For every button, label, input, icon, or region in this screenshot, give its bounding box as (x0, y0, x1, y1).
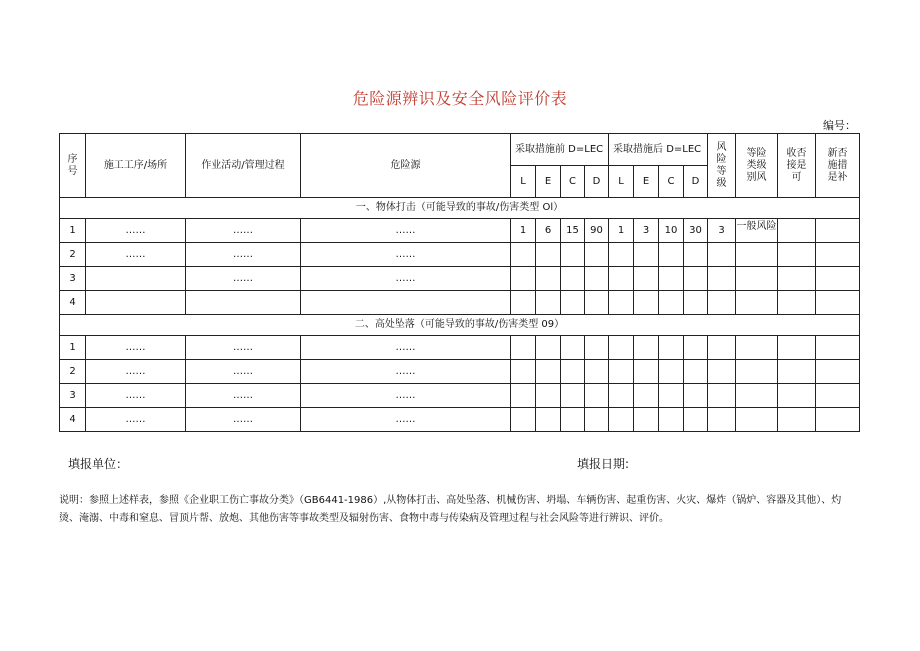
row-new-measures (816, 267, 860, 291)
row-after-l: 1 (609, 219, 634, 243)
row-after-e (634, 243, 659, 267)
row-activity: …… (186, 219, 301, 243)
row-after-d (684, 336, 708, 360)
row-risk-level (708, 291, 736, 315)
header-process: 施工工序/场所 (86, 134, 186, 198)
row-before-l (511, 408, 536, 432)
row-before-c: 15 (561, 219, 585, 243)
row-before-l (511, 291, 536, 315)
row-level-category (736, 291, 778, 315)
row-after-c (659, 291, 684, 315)
row-seq: 4 (60, 408, 86, 432)
header-after-lec: 采取措施后 D=LEC (609, 134, 708, 166)
header-hazard: 危险源 (301, 134, 511, 198)
row-new-measures (816, 360, 860, 384)
row-seq: 1 (60, 336, 86, 360)
row-after-l (609, 360, 634, 384)
row-activity: …… (186, 408, 301, 432)
header-seq: 序号 (60, 134, 86, 198)
row-before-d (585, 360, 609, 384)
row-process (86, 267, 186, 291)
row-seq: 3 (60, 384, 86, 408)
row-activity (186, 291, 301, 315)
row-before-c (561, 384, 585, 408)
fill-date-label: 填报日期: (577, 457, 630, 471)
row-after-e (634, 336, 659, 360)
risk-assessment-table (59, 133, 860, 432)
row-process: …… (86, 219, 186, 243)
row-after-l (609, 408, 634, 432)
row-risk-level (708, 360, 736, 384)
row-activity: …… (186, 336, 301, 360)
section-title: 二、高处坠落（可能导致的事故/伤害类型 09） (60, 315, 860, 336)
row-level-category (736, 360, 778, 384)
row-after-l (609, 336, 634, 360)
row-level-category (736, 408, 778, 432)
row-before-d (585, 336, 609, 360)
row-after-c (659, 360, 684, 384)
row-acceptable (778, 291, 816, 315)
row-before-l (511, 243, 536, 267)
row-process: …… (86, 408, 186, 432)
row-before-l (511, 360, 536, 384)
row-risk-level: 3 (708, 219, 736, 243)
row-after-e (634, 384, 659, 408)
row-after-c (659, 384, 684, 408)
row-risk-level (708, 408, 736, 432)
row-after-c: 10 (659, 219, 684, 243)
row-after-e (634, 360, 659, 384)
row-acceptable (778, 219, 816, 243)
row-new-measures (816, 336, 860, 360)
row-after-l (609, 384, 634, 408)
row-after-d: 30 (684, 219, 708, 243)
row-activity: …… (186, 384, 301, 408)
header-before-lec: 采取措施前 D=LEC (511, 134, 609, 166)
row-before-d (585, 384, 609, 408)
row-after-c (659, 267, 684, 291)
table-row (60, 336, 860, 360)
header-activity: 作业活动/管理过程 (186, 134, 301, 198)
row-before-d (585, 243, 609, 267)
row-seq: 4 (60, 291, 86, 315)
table-row (60, 291, 860, 315)
table-row (60, 408, 860, 432)
row-seq: 1 (60, 219, 86, 243)
header-acceptable: 收否接是可 (778, 134, 816, 198)
row-hazard: …… (301, 267, 511, 291)
row-process: …… (86, 243, 186, 267)
code-label: 编号： (823, 119, 856, 132)
row-after-e: 3 (634, 219, 659, 243)
row-after-l (609, 243, 634, 267)
row-acceptable (778, 408, 816, 432)
header-before-l: L (511, 166, 536, 198)
row-after-d (684, 291, 708, 315)
row-before-c (561, 291, 585, 315)
header-before-c: C (561, 166, 585, 198)
table-row (60, 384, 860, 408)
row-before-c (561, 408, 585, 432)
row-before-d: 90 (585, 219, 609, 243)
row-level-category (736, 243, 778, 267)
header-after-c: C (659, 166, 684, 198)
row-process: …… (86, 336, 186, 360)
row-before-e (536, 360, 561, 384)
header-level-category: 等险类级别风 (736, 134, 778, 198)
section-title: 一、物体打击（可能导致的事故/伤害类型 Ol） (60, 198, 860, 219)
row-hazard: …… (301, 408, 511, 432)
header-before-d: D (585, 166, 609, 198)
row-after-l (609, 291, 634, 315)
row-new-measures (816, 408, 860, 432)
row-seq: 2 (60, 243, 86, 267)
row-before-d (585, 267, 609, 291)
row-acceptable (778, 360, 816, 384)
row-hazard: …… (301, 243, 511, 267)
row-before-c (561, 267, 585, 291)
row-before-l: 1 (511, 219, 536, 243)
row-new-measures (816, 384, 860, 408)
section-title-row (60, 198, 860, 219)
page-title: 危险源辨识及安全风险评价表 (352, 89, 568, 108)
row-level-category (736, 336, 778, 360)
header-new-measures: 新否施措是补 (816, 134, 860, 198)
row-risk-level (708, 267, 736, 291)
row-before-d (585, 408, 609, 432)
row-before-c (561, 336, 585, 360)
row-acceptable (778, 267, 816, 291)
row-before-l (511, 267, 536, 291)
row-process: …… (86, 360, 186, 384)
row-level-category (736, 267, 778, 291)
table-row (60, 360, 860, 384)
row-after-e (634, 291, 659, 315)
row-hazard: …… (301, 384, 511, 408)
row-after-c (659, 243, 684, 267)
row-process (86, 291, 186, 315)
row-before-e (536, 291, 561, 315)
row-before-e: 6 (536, 219, 561, 243)
row-risk-level (708, 336, 736, 360)
row-before-e (536, 384, 561, 408)
explanation-note: 说明：参照上述样表，参照《企业职工伤亡事故分类》（GB6441-1986）,从物体打击、高处坠落、机械伤害、坍塌、车辆伤害、起重伤害、火灾、爆炸（锅炉、容器及其他）、灼烫、淹溺、中毒和窒息、冒顶片帮、放炮、其他伤害等事故类型及辐射伤害、食物中毒与传染病及管理过程与社会风险等进行辨识、评价。 (59, 495, 842, 524)
row-activity: …… (186, 243, 301, 267)
row-after-d (684, 384, 708, 408)
row-hazard: …… (301, 360, 511, 384)
header-risk-level: 风险等级 (708, 134, 736, 198)
header-after-e: E (634, 166, 659, 198)
row-before-e (536, 336, 561, 360)
row-activity: …… (186, 267, 301, 291)
table-row (60, 219, 860, 243)
row-after-e (634, 408, 659, 432)
row-new-measures (816, 243, 860, 267)
row-after-c (659, 336, 684, 360)
row-acceptable (778, 336, 816, 360)
header-before-e: E (536, 166, 561, 198)
header-after-l: L (609, 166, 634, 198)
row-after-d (684, 360, 708, 384)
row-risk-level (708, 243, 736, 267)
section-title-row (60, 315, 860, 336)
row-acceptable (778, 243, 816, 267)
row-process: …… (86, 384, 186, 408)
row-seq: 2 (60, 360, 86, 384)
fill-unit-label: 填报单位： (68, 457, 129, 471)
row-before-e (536, 243, 561, 267)
row-new-measures (816, 291, 860, 315)
row-hazard (301, 291, 511, 315)
row-before-l (511, 336, 536, 360)
row-level-category (736, 384, 778, 408)
header-after-d: D (684, 166, 708, 198)
header-row-top (60, 134, 860, 166)
row-before-e (536, 408, 561, 432)
row-after-c (659, 408, 684, 432)
row-before-c (561, 360, 585, 384)
row-seq: 3 (60, 267, 86, 291)
row-new-measures (816, 219, 860, 243)
row-risk-level (708, 384, 736, 408)
row-after-d (684, 243, 708, 267)
row-after-d (684, 408, 708, 432)
row-activity: …… (186, 360, 301, 384)
row-before-d (585, 291, 609, 315)
row-before-l (511, 384, 536, 408)
row-before-e (536, 267, 561, 291)
table-row (60, 267, 860, 291)
table-row (60, 243, 860, 267)
row-acceptable (778, 384, 816, 408)
row-after-d (684, 267, 708, 291)
row-before-c (561, 243, 585, 267)
row-hazard: …… (301, 336, 511, 360)
row-level-category: 一般风险 (736, 219, 778, 243)
row-after-e (634, 267, 659, 291)
row-after-l (609, 267, 634, 291)
row-hazard: …… (301, 219, 511, 243)
